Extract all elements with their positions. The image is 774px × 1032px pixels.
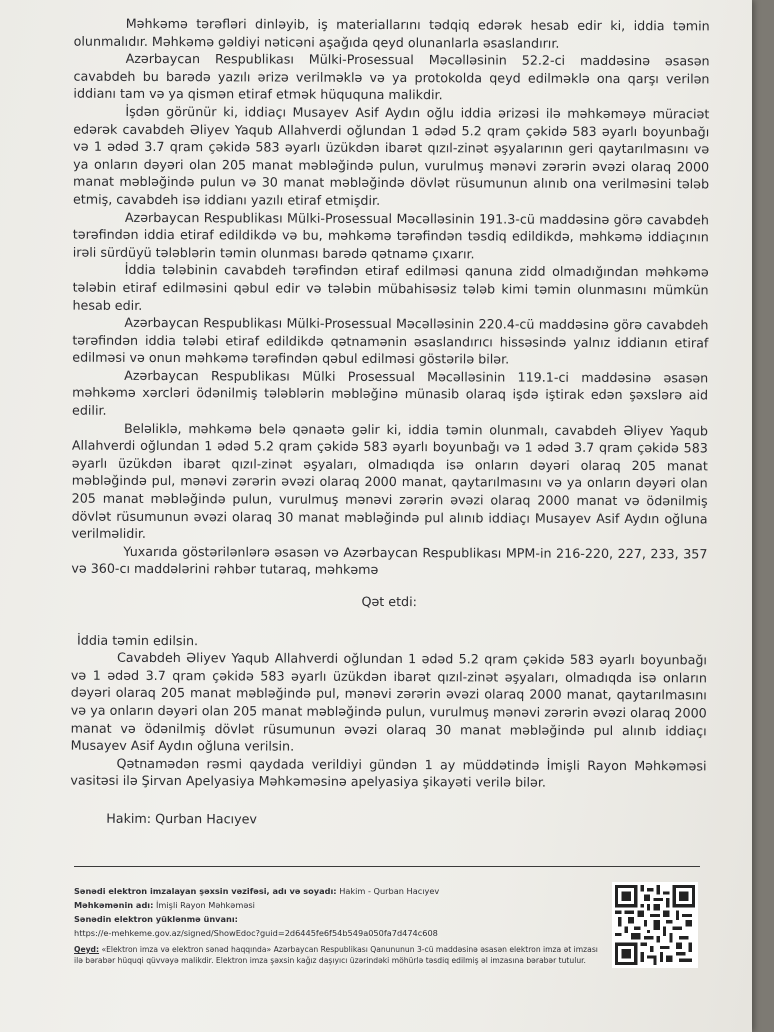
qr-code-icon (612, 882, 698, 968)
note-label: Qeyd: (74, 945, 100, 954)
resolution-item: Cavabdeh Əliyev Yaqub Allahverdi oğlundan 1 ədəd 5.2 qram çəkidə 583 əyarlı boyunbağı və 1 ədəd 3.7 qram çəkidə 583 əyarlı üzükdən ibarət qızıl-zinət əşyaları, olmadıqda isə onların dəyəri olaraq 205 manat məbləğində pul, mənəvi zərərin əvəzi olaraq 2000 manat, qaytarılmasını və ya onların dəyəri olan 205 manat məbləğində pulun, vurulmuş mənəvi zərərin əvəzi olaraq 2000 manat və ödənilmiş dövlət rüsumunun əvəzi olaraq 30 manat məbləğində pul alınıb iddiaçı Musayev Asif Aydın oğluna verilsin. (70, 649, 707, 754)
document-body (70, 15, 710, 830)
url-row (74, 926, 604, 940)
judge-signature: Hakim: Qurban Hacıyev (106, 810, 257, 827)
signer-value: Hakim - Qurban Hacıyev (339, 886, 440, 896)
paragraph: Azərbaycan Respublikası Mülki Prosessual Məcəlləsinin 119.1-ci maddəsinə əsasən məhkəmə xərcləri ödənilmiş tələblərin məbləğinə münasib olaraq işdə iştirak edən şəxslərə aid edilir. (72, 367, 709, 418)
qr-code-graphic (615, 885, 695, 965)
url-label: Sənədin elektron yüklənmə ünvanı: (74, 914, 238, 924)
paragraph: Məhkəmə tərəfləri dinləyib, iş materiallarını tədqiq edərək hesab edir ki, iddia təmin olunmalıdır. Məhkəmə gəldiyi nəticəni aşağıda qeyd olunanlarla əsaslandırır. (73, 15, 710, 51)
document-url[interactable]: https://e-mehkeme.gov.az/signed/ShowEdoc?guid=2d6445fe6f54b549a050fa7d474c608 (74, 928, 438, 938)
court-row (74, 898, 604, 912)
paragraph: İşdən görünür ki, iddiaçı Musayev Asif Aydın oğlu iddia ərizəsi ilə məhkəməyə müraciət edərək cavabdeh Əliyev Yaqub Allahverdi oğlundan 1 ədəd 5.2 qram çəkidə 583 əyarlı boyunbağı və 1 ədəd 3.7 qram çəkidə 583 əyarlı üzükdən ibarət qızıl-zinət əşyalarının geri qaytarılmasını və ya onların dəyəri olan 205 manat məbləğində pulun, vurulmuş mənəvi zərərin əvəzi olaraq 2000 manat məbləğində pulun və 30 manat məbləğində dövlət rüsumunun alınıb ona verilməsini tələb etmiş, cavabdeh isə iddianı yazılı etiraf etmişdir. (72, 103, 710, 208)
paragraph: Yuxarıda göstərilənlərə əsasən və Azərbaycan Respublikası MPM-in 216-220, 227, 233, 357 və 360-cı maddələrini rəhbər tutaraq, məhkəmə (71, 543, 708, 578)
legal-note (74, 944, 604, 966)
court-label: Məhkəmənin adı: (74, 900, 154, 910)
url-label-row (74, 912, 604, 926)
paragraph: Azərbaycan Respublikası Mülki-Prosessual Məcəlləsinin 220.4-cü maddəsinə görə cavabdeh tərəfindən iddia tələbi etiraf edildikdə qətnamənin əsaslandırıcı hissəsində yalnız iddianın etiraf edilməsi və onun məhkəmə tərəfindən qəbul edilməsi göstərilə bilər. (72, 314, 709, 367)
e-signature-block (74, 884, 604, 966)
signer-label: Sənədi elektron imzalayan şəxsin vəzifəsi, adı və soyadı: (74, 886, 337, 896)
paragraph: İddia tələbinin cavabdeh tərəfindən etiraf edilməsi qanuna zidd olmadığından məhkəmə tələbin etiraf edilməsini qəbul edir və tələbin mübahisəsiz tələb kimi təmin olunmasını mümkün hesab edir. (72, 262, 709, 313)
court-value: İmişli Rayon Məhkəməsi (156, 900, 255, 910)
resolution-item: İddia təmin edilsin. (77, 632, 199, 648)
resolution-item: Qətnamədən rəsmi qaydada verildiyi gündən 1 ay müddətində İmişli Rayon Məhkəməsi vasitəsi ilə Şirvan Apelyasiya Məhkəməsinə apelyasiya şikayəti verilə bilər. (70, 755, 707, 791)
resolution-section (70, 631, 707, 830)
paragraph: Azərbaycan Respublikası Mülki-Prosessual Məcəlləsinin 191.3-cü maddəsinə görə cavabdeh tərəfindən iddia etiraf edildikdə və bu, məhkəmə tərəfindən təsdiq edildikdə, məhkəmə iddiaçının irəli sürdüyü tələblərin təmin olunması barədə qətnamə çıxarır. (72, 209, 709, 262)
signer-row (74, 884, 604, 898)
divider (74, 866, 700, 867)
paragraph: Beləliklə, məhkəmə belə qənaətə gəlir ki, iddia təmin olunmalı, cavabdeh Əliyev Yaqub Allahverdi oğlundan 1 ədəd 5.2 qram çəkidə 583 əyarlı boyunbağı və 1 ədəd 3.7 qram çəkidə 583 əyarlı üzükdən ibarət qızıl-zinət əşyaları, olmadıqda isə onların dəyəri olaraq 205 manat məbləğində pul, mənəvi zərərin əvəzi olaraq 2000 manat, qaytarılmasını və ya onların dəyəri olan 205 manat məbləğində pulun, vurulmuş mənəvi zərərin əvəzi olaraq 2000 manat və ödənilmiş dövlət rüsumunun əvəzi olaraq 30 manat məbləğində pul alınıb iddiaçı Musayev Asif Aydın oğluna verilməlidir. (71, 420, 708, 542)
resolution-heading: Qət etdi: (361, 593, 417, 610)
note-text: «Elektron imza və elektron sənəd haqqında» Azərbaycan Respublikası Qanununun 3-cü maddəsinə əsasən elektron imza ət imzası ilə bərabər hüquqi qüvvəyə malikdir. Elektron imza şəxsin kağız daşıyıcı üzərindəki möhürlə təsdiq edilmiş əl imzasına bərabər tutulur. (74, 945, 598, 965)
paragraph: Azərbaycan Respublikası Mülki-Prosessual Məcəlləsinin 52.2-ci maddəsinə əsasən cavabdeh bu barədə yazılı ərizə verilməklə və ya protokolda qeyd edilməklə ona qarşı verilən iddianı tam və ya qismən etiraf etmək hüququna malikdir. (73, 51, 710, 103)
